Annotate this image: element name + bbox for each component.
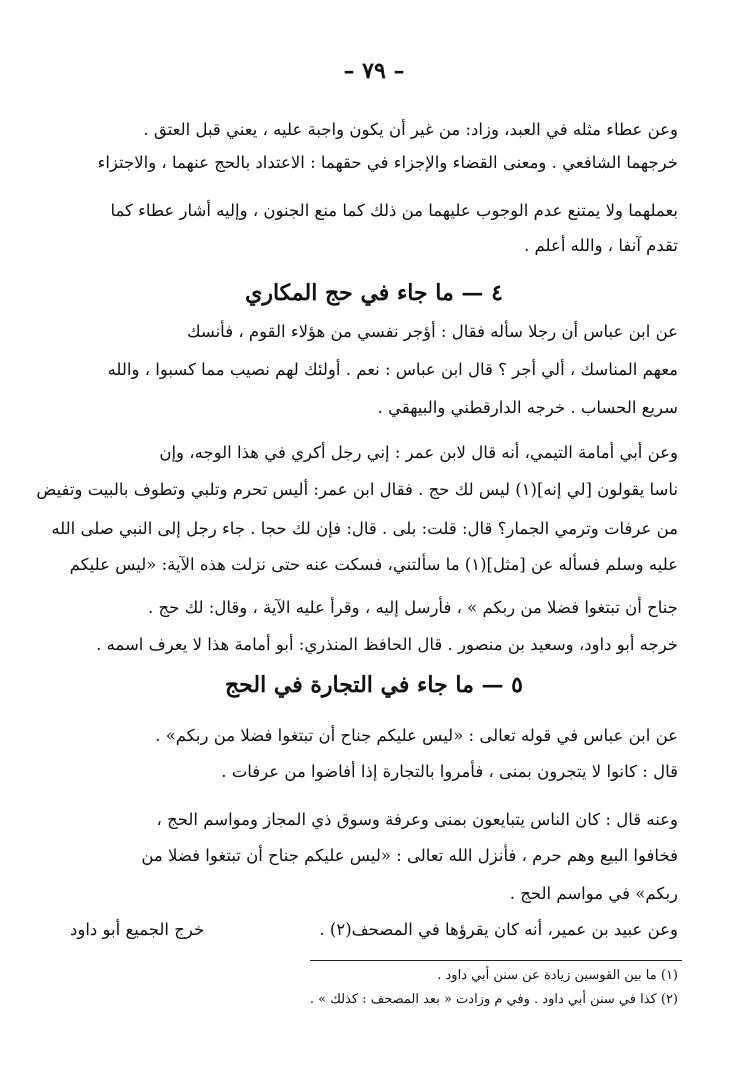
text-line: من عرفات وترمي الجمار؟ قال: قلت: بلى . قال: فإن لك حجا . جاء رجل إلى النبي صلى الله — [51, 519, 678, 538]
text-line: قال : كانوا لا يتجرون بمنى ، فأمروا بالتجارة إذا أفاضوا من عرفات . — [221, 762, 678, 781]
attribution: خرج الجميع أبو داود — [70, 920, 205, 939]
text-line: وعن أبي أمامة التيمي، أنه قال لابن عمر : إني رجل أكري في هذا الوجه، وإن — [159, 443, 678, 462]
text-line: ناسا يقولون [لي إنه](١) ليس لك حج . فقال ابن عمر: أليس تحرم وتلبي وتطوف بالبيت وتفيض — [36, 480, 678, 499]
text-line: تقدم آنفا ، والله أعلم . — [524, 236, 678, 255]
text-line: عن ابن عباس أن رجلا سأله فقال : أؤجر نفسي من هؤلاء القوم ، فأنسك — [186, 322, 678, 341]
text-line: وعنه قال : كان الناس يتبايعون بمنى وعرفة وسوق ذي المجاز ومواسم الحج ، — [156, 810, 678, 829]
text-line-main: وعن عبيد بن عمير، أنه كان يقرؤها في المصحف(٢) . — [319, 920, 678, 939]
footnote: (١) ما بين القوسين زيادة عن سنن أبي داود . — [437, 968, 678, 983]
text-line: سريع الحساب . خرجه الدارقطني والبيهقي . — [377, 398, 678, 417]
text-line: معهم المناسك ، ألي أجر ؟ قال ابن عباس : نعم . أولئك لهم نصيب مما كسبوا ، والله — [107, 360, 678, 379]
text-line: عليه وسلم فسأله عن [مثل](١) ما سألتني، فسكت عنه حتى نزلت هذه الآية: «ليس عليكم — [69, 555, 678, 574]
section-heading: ٥ — ما جاء في التجارة في الحج — [224, 672, 523, 698]
page-number: – ٧٩ – — [343, 58, 405, 84]
text-line: بعملهما ولا يمتنع عدم الوجوب عليهما من ذلك كما منع الجنون ، وإليه أشار عطاء كما — [110, 201, 678, 220]
text-line: ربكم» في مواسم الحج . — [509, 884, 678, 903]
text-line: فخافوا البيع وهم حرم ، فأنزل الله تعالى : «ليس عليكم جناح أن تبتغوا فضلا من — [141, 846, 678, 865]
section-heading: ٤ — ما جاء في حج المكاري — [245, 280, 503, 306]
text-line: وعن عطاء مثله في العبد، وزاد: من غير أن يكون واجبة عليه ، يعني قبل العتق . — [143, 120, 678, 139]
footnote: (٢) كذا في سنن أبي داود . وفي م وزادت « بعد المصحف : كذلك » . — [309, 992, 678, 1007]
footnote-divider — [310, 960, 682, 961]
text-line: خرجه أبو داود، وسعيد بن منصور . قال الحافظ المنذري: أبو أمامة هذا لا يعرف اسمه . — [96, 635, 678, 654]
text-line: جناح أن تبتغوا فضلا من ربكم » ، فأرسل إليه ، وقرأ عليه الآية ، وقال: لك حج . — [148, 598, 678, 617]
text-line: خرجهما الشافعي . ومعنى القضاء والإجزاء في حقهما : الاعتداد بالحج عنهما ، والاجتزاء — [97, 153, 678, 172]
text-line: عن ابن عباس في قوله تعالى : «ليس عليكم جناح أن تبتغوا فضلا من ربكم» . — [155, 726, 678, 745]
